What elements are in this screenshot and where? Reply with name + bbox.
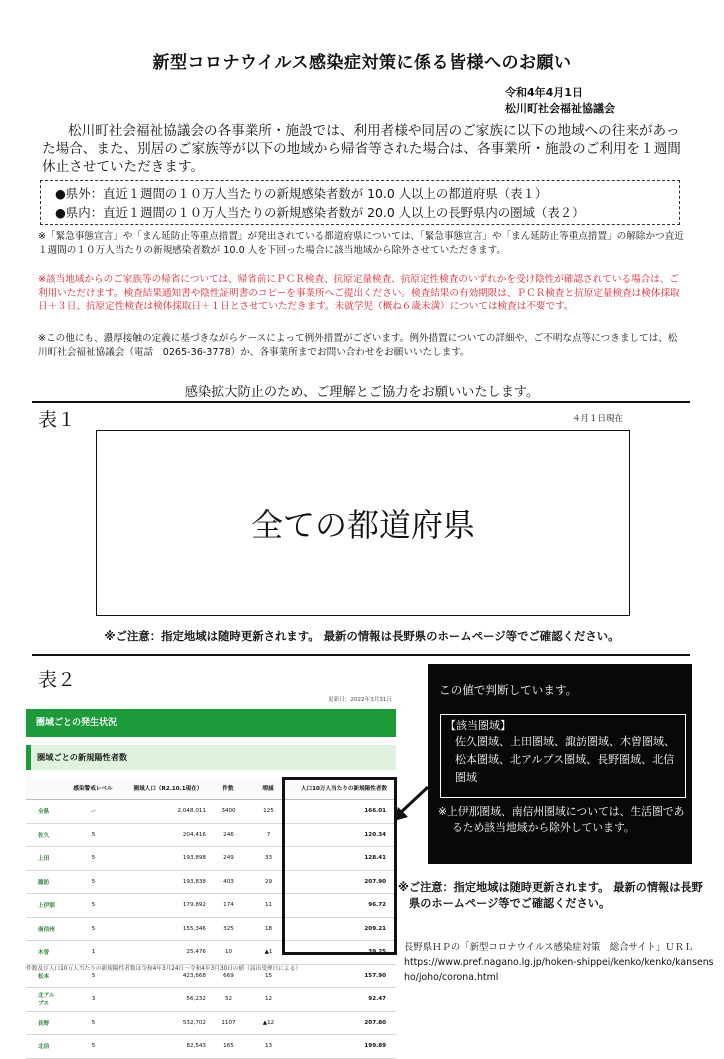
table-cell: 207.80 (292, 1011, 396, 1035)
table-cell: 5 (62, 964, 124, 988)
table1-label: 表１ (38, 409, 77, 431)
table-cell: 18 (244, 917, 292, 941)
table-cell: 北信 (26, 1035, 62, 1059)
divider (32, 401, 690, 403)
table-cell: 166.01 (292, 800, 396, 824)
table-cell: 北アルプス (26, 988, 62, 1012)
table-cell: 南信州 (26, 917, 62, 941)
table-cell: 56,232 (124, 988, 212, 1012)
table-cell: 上田 (26, 847, 62, 871)
table-cell: 193,898 (124, 847, 212, 871)
closing-message: 感染拡大防止のため、ご理解とご協力をお願いいたします。 (184, 385, 540, 400)
table-cell: 2,048,011 (124, 800, 212, 824)
table1-as-of: ４月１日現在 (572, 414, 624, 424)
intro-text (42, 122, 682, 176)
table-cell: 207.90 (292, 870, 396, 894)
source-url[interactable]: https://www.pref.nagano.lg.jp/hoken-shippei/kenko/kenko/kansensho/joho/corona.html (404, 957, 714, 983)
table-cell: 1 (62, 941, 124, 965)
table-cell: 10 (212, 941, 244, 965)
table-row (26, 988, 396, 1012)
table-cell: 5 (62, 894, 124, 918)
divider (32, 654, 690, 656)
table-cell: 157.90 (292, 964, 396, 988)
table-cell: 33 (244, 847, 292, 871)
caution-notice: ※ご注意：指定地域は随時更新されます。 最新の情報は長野県のホームページ等でご確認ください。 (104, 629, 620, 643)
col-count: 件数 (212, 777, 244, 800)
issue-date: 令和4年4月1日 (505, 86, 583, 99)
table-row (26, 1011, 396, 1035)
table-cell: 179,892 (124, 894, 212, 918)
table-cell: 155,346 (124, 917, 212, 941)
table-cell: 29 (244, 870, 292, 894)
table-cell: 423,668 (124, 964, 212, 988)
table2-updated: 更新日：2022年3月31日 (328, 697, 393, 703)
target-areas-box (440, 714, 686, 798)
col-level: 感染警戒レベル (62, 777, 124, 800)
source-label: 長野県ＨＰの「新型コロナウイルス感染症対策 総合サイト」ＵＲＬ (404, 942, 694, 953)
table-cell: 52 (212, 988, 244, 1012)
table-cell: 82,543 (124, 1035, 212, 1059)
table-cell: 96.72 (292, 894, 396, 918)
table-cell: 199.89 (292, 1035, 396, 1059)
note-emergency: ※「緊急事態宣言」や「まん延防止等重点措置」が発出されている都道府県については、「緊急事態宣言」や「まん延防止等重点措置」の解除かつ直近１週間の１０万人当たりの新規感染者数が 10.0 人を下回った場合に該当地域から除外させていただきます。 (38, 231, 684, 256)
table-cell: 25,476 (124, 941, 212, 965)
exclusion-note (438, 804, 686, 836)
table-cell: 全県 (26, 800, 62, 824)
table-cell: 5 (62, 1011, 124, 1035)
table-cell: 11 (244, 894, 292, 918)
table-footnote: 件数及び人口10万人当たりの新規陽性者数は令和4年3月24日～令和4年3月30日の値（届出受理日による） (26, 966, 302, 972)
table-cell: 松本 (26, 964, 62, 988)
table-cell: 128.41 (292, 847, 396, 871)
table-cell: 15 (244, 964, 292, 988)
issue-info (505, 85, 615, 117)
table-cell: 669 (212, 964, 244, 988)
col-area (26, 777, 62, 800)
page-title: 新型コロナウイルス感染症対策に係る皆様へのお願い (152, 53, 572, 73)
callout-box (428, 664, 692, 864)
table-cell: 125 (244, 800, 292, 824)
table-cell: 92.47 (292, 988, 396, 1012)
table-cell: 長野 (26, 1011, 62, 1035)
organization: 松川町社会福祉協議会 (505, 102, 615, 115)
table-cell: 120.34 (292, 823, 396, 847)
criteria-box (40, 180, 680, 225)
table1-box (96, 430, 630, 616)
criteria-inside: ●県内：直近１週間の１０万人当たりの新規感染者数が 20.0 人以上の長野県内の圏域（表２） (55, 205, 585, 220)
table2-label: 表２ (38, 669, 77, 691)
section-header: 圏域ごとの発生状況 (26, 709, 396, 737)
source-info (404, 940, 714, 985)
table-cell: 12 (244, 988, 292, 1012)
table-cell: 403 (212, 870, 244, 894)
table-row (26, 1035, 396, 1059)
table-cell: 5 (62, 917, 124, 941)
caution-text-2: ※ご注意：指定地域は随時更新されます。 最新の情報は長野県のホームページ等でご確認ください。 (398, 881, 703, 910)
table-cell: 7 (244, 823, 292, 847)
criteria-outside: ●県外：直近１週間の１０万人当たりの新規感染者数が 10.0 人以上の都道府県（表１） (55, 186, 548, 201)
note-testing: ※該当地域からのご家族等の帰省については、帰省前にＰＣＲ検査、抗原定量検査、抗原定性検査のいずれかを受け陰性が確認されている場合は、ご利用いただけます。検査結果通知書や陰性証明書のコピーを事業所へご提出ください。検査結果の有効期限は、ＰＣＲ検査と抗原定量検査は検体採取日＋３日、抗原定性検査は検体採取日＋１日とさせていただきます。未就学児（概ね６歳未満）については検査は不要です。 (38, 274, 680, 312)
table-cell: 249 (212, 847, 244, 871)
table-cell: 246 (212, 823, 244, 847)
table-cell: 諏訪 (26, 870, 62, 894)
caution-notice-2 (398, 880, 704, 912)
col-population: 圏域人口（R2.10.1現在） (124, 777, 212, 800)
intro-paragraph: 松川町社会福祉協議会の各事業所・施設では、利用者様や同居のご家族に以下の地域への往来があった場合、また、別居のご家族等が以下の地域から帰省等された場合は、各事業所・施設のご利用を１週間休止させていただきます。 (42, 123, 681, 175)
table-cell: 5 (62, 1035, 124, 1059)
table-cell: 1107 (212, 1011, 244, 1035)
table-cell: ー (62, 800, 124, 824)
col-per100k: 人口10万人当たりの新規陽性者数 (292, 777, 396, 800)
table-cell: 532,702 (124, 1011, 212, 1035)
table-cell: 5 (62, 870, 124, 894)
table-cell: 13 (244, 1035, 292, 1059)
target-areas-list: 佐久圏域、上田圏域、諏訪圏域、木曽圏域、松本圏域、北アルプス圏域、長野圏域、北信圏域 (455, 735, 675, 784)
table-cell: 39.25 (292, 941, 396, 965)
highlight-box (282, 777, 397, 955)
table-cell: 174 (212, 894, 244, 918)
table-cell: 325 (212, 917, 244, 941)
table-cell: 193,838 (124, 870, 212, 894)
sub-header: 圏域ごとの新規陽性者数 (26, 745, 396, 770)
target-areas-heading: 【該当圏域】 (445, 719, 511, 732)
table-cell: 204,416 (124, 823, 212, 847)
table-cell: ▲12 (244, 1011, 292, 1035)
exclusion-text: ※上伊那圏域、南信州圏域については、生活圏であるため該当地域から除外しています。 (438, 805, 685, 834)
table-cell: 3 (62, 988, 124, 1012)
table-cell: 5 (62, 823, 124, 847)
table-cell: 上伊那 (26, 894, 62, 918)
note-exceptions: ※この他にも、濃厚接触の定義に基づきながらケースによって例外措置がございます。例外措置についての詳細や、ご不明な点等につきましては、松川町社会福祉協議会（電話 0265-36-3778）か、各事業所までお問い合わせをお願いいたします。 (38, 333, 678, 358)
table-cell: 165 (212, 1035, 244, 1059)
table-cell: 木曽 (26, 941, 62, 965)
arrow-icon (392, 775, 432, 825)
table-cell: 209.21 (292, 917, 396, 941)
col-change: 増減 (244, 777, 292, 800)
table-cell: 5 (62, 847, 124, 871)
callout-lead: この値で判断しています。 (439, 683, 578, 697)
table-cell: 3400 (212, 800, 244, 824)
table-cell: 佐久 (26, 823, 62, 847)
table-cell: ▲1 (244, 941, 292, 965)
table1-content: 全ての都道府県 (250, 506, 475, 544)
